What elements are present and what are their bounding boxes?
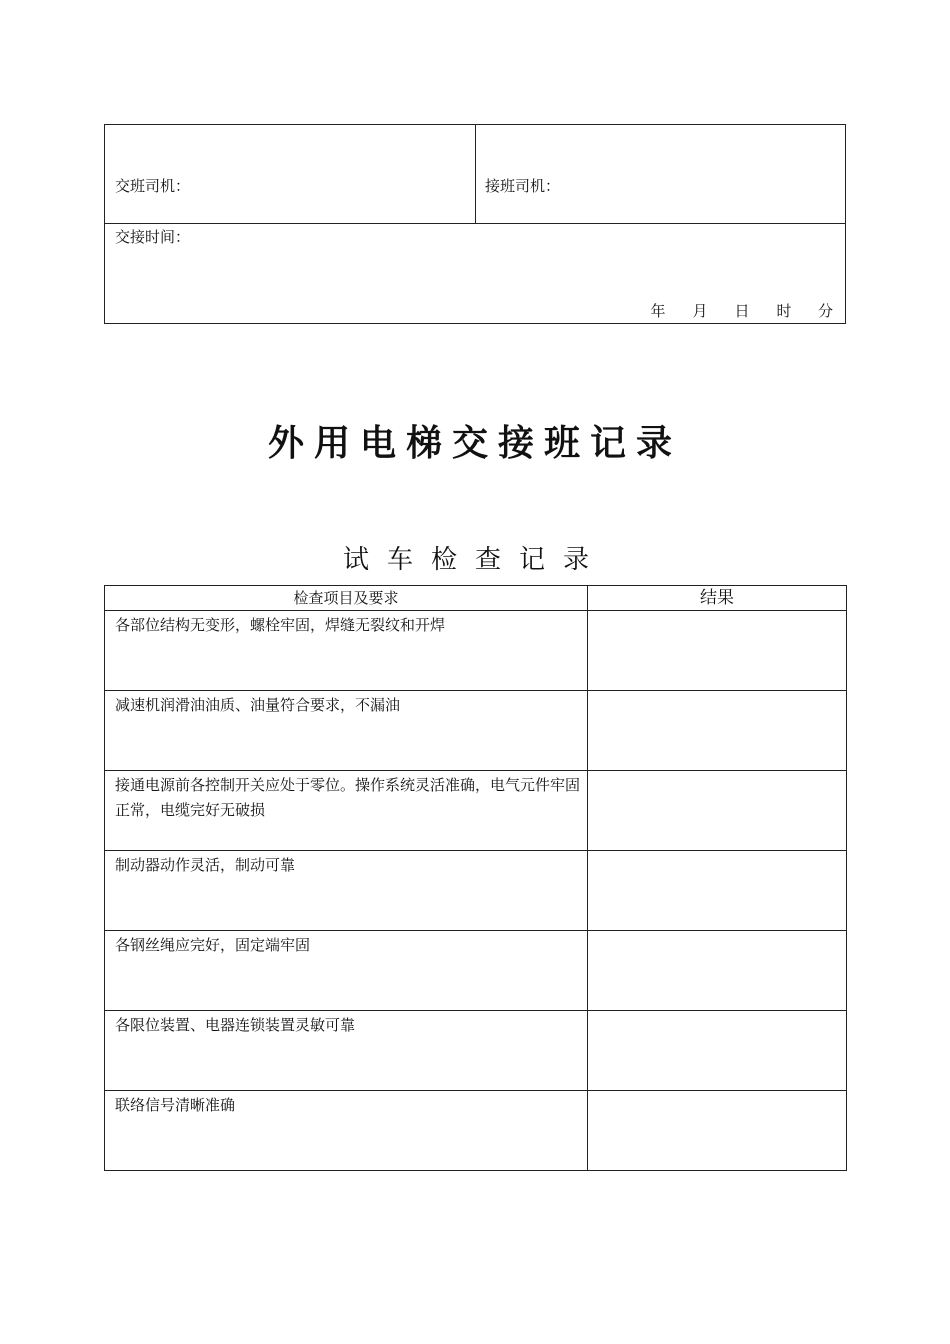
outgoing-driver-cell[interactable] — [105, 125, 476, 223]
inspection-table — [104, 585, 847, 1171]
day-unit: 日 — [734, 302, 750, 320]
handover-time-cell[interactable] — [105, 224, 845, 323]
result-cell[interactable] — [588, 611, 847, 691]
result-cell[interactable] — [588, 1091, 847, 1171]
table-row — [105, 691, 847, 771]
page-title: 外用电梯交接班记录 — [267, 423, 682, 464]
year-unit: 年 — [650, 302, 666, 320]
incoming-driver-label: 接班司机： — [485, 177, 561, 195]
table-row — [105, 851, 847, 931]
table-row — [105, 771, 847, 851]
inspection-item: 制动器动作灵活，制动可靠 — [105, 851, 588, 931]
handover-drivers-row — [105, 125, 845, 224]
result-column-header: 结果 — [588, 586, 847, 611]
table-row — [105, 1011, 847, 1091]
hour-unit: 时 — [776, 302, 792, 320]
inspection-item: 各限位装置、电器连锁装置灵敏可靠 — [105, 1011, 588, 1091]
item-column-header: 检查项目及要求 — [105, 586, 588, 611]
result-cell[interactable] — [588, 691, 847, 771]
handover-date-units — [637, 301, 833, 321]
inspection-item: 联络信号清晰准确 — [105, 1091, 588, 1171]
month-unit: 月 — [692, 302, 708, 320]
handover-time-label: 交接时间： — [115, 228, 191, 246]
table-row — [105, 1091, 847, 1171]
inspection-header-row — [105, 586, 847, 611]
table-row — [105, 931, 847, 1011]
result-cell[interactable] — [588, 851, 847, 931]
incoming-driver-cell[interactable] — [476, 125, 845, 223]
section-title: 试车检查记录 — [342, 545, 607, 575]
result-cell[interactable] — [588, 931, 847, 1011]
inspection-item: 各钢丝绳应完好，固定端牢固 — [105, 931, 588, 1011]
inspection-item: 接通电源前各控制开关应处于零位。操作系统灵活准确，电气元件牢固正常，电缆完好无破损 — [105, 771, 588, 851]
inspection-item: 减速机润滑油油质、油量符合要求，不漏油 — [105, 691, 588, 771]
result-cell[interactable] — [588, 771, 847, 851]
outgoing-driver-label: 交班司机： — [115, 177, 191, 195]
minute-unit: 分 — [817, 302, 833, 320]
table-row — [105, 611, 847, 691]
result-cell[interactable] — [588, 1011, 847, 1091]
handover-table — [104, 124, 846, 324]
inspection-item: 各部位结构无变形，螺栓牢固，焊缝无裂纹和开焊 — [105, 611, 588, 691]
